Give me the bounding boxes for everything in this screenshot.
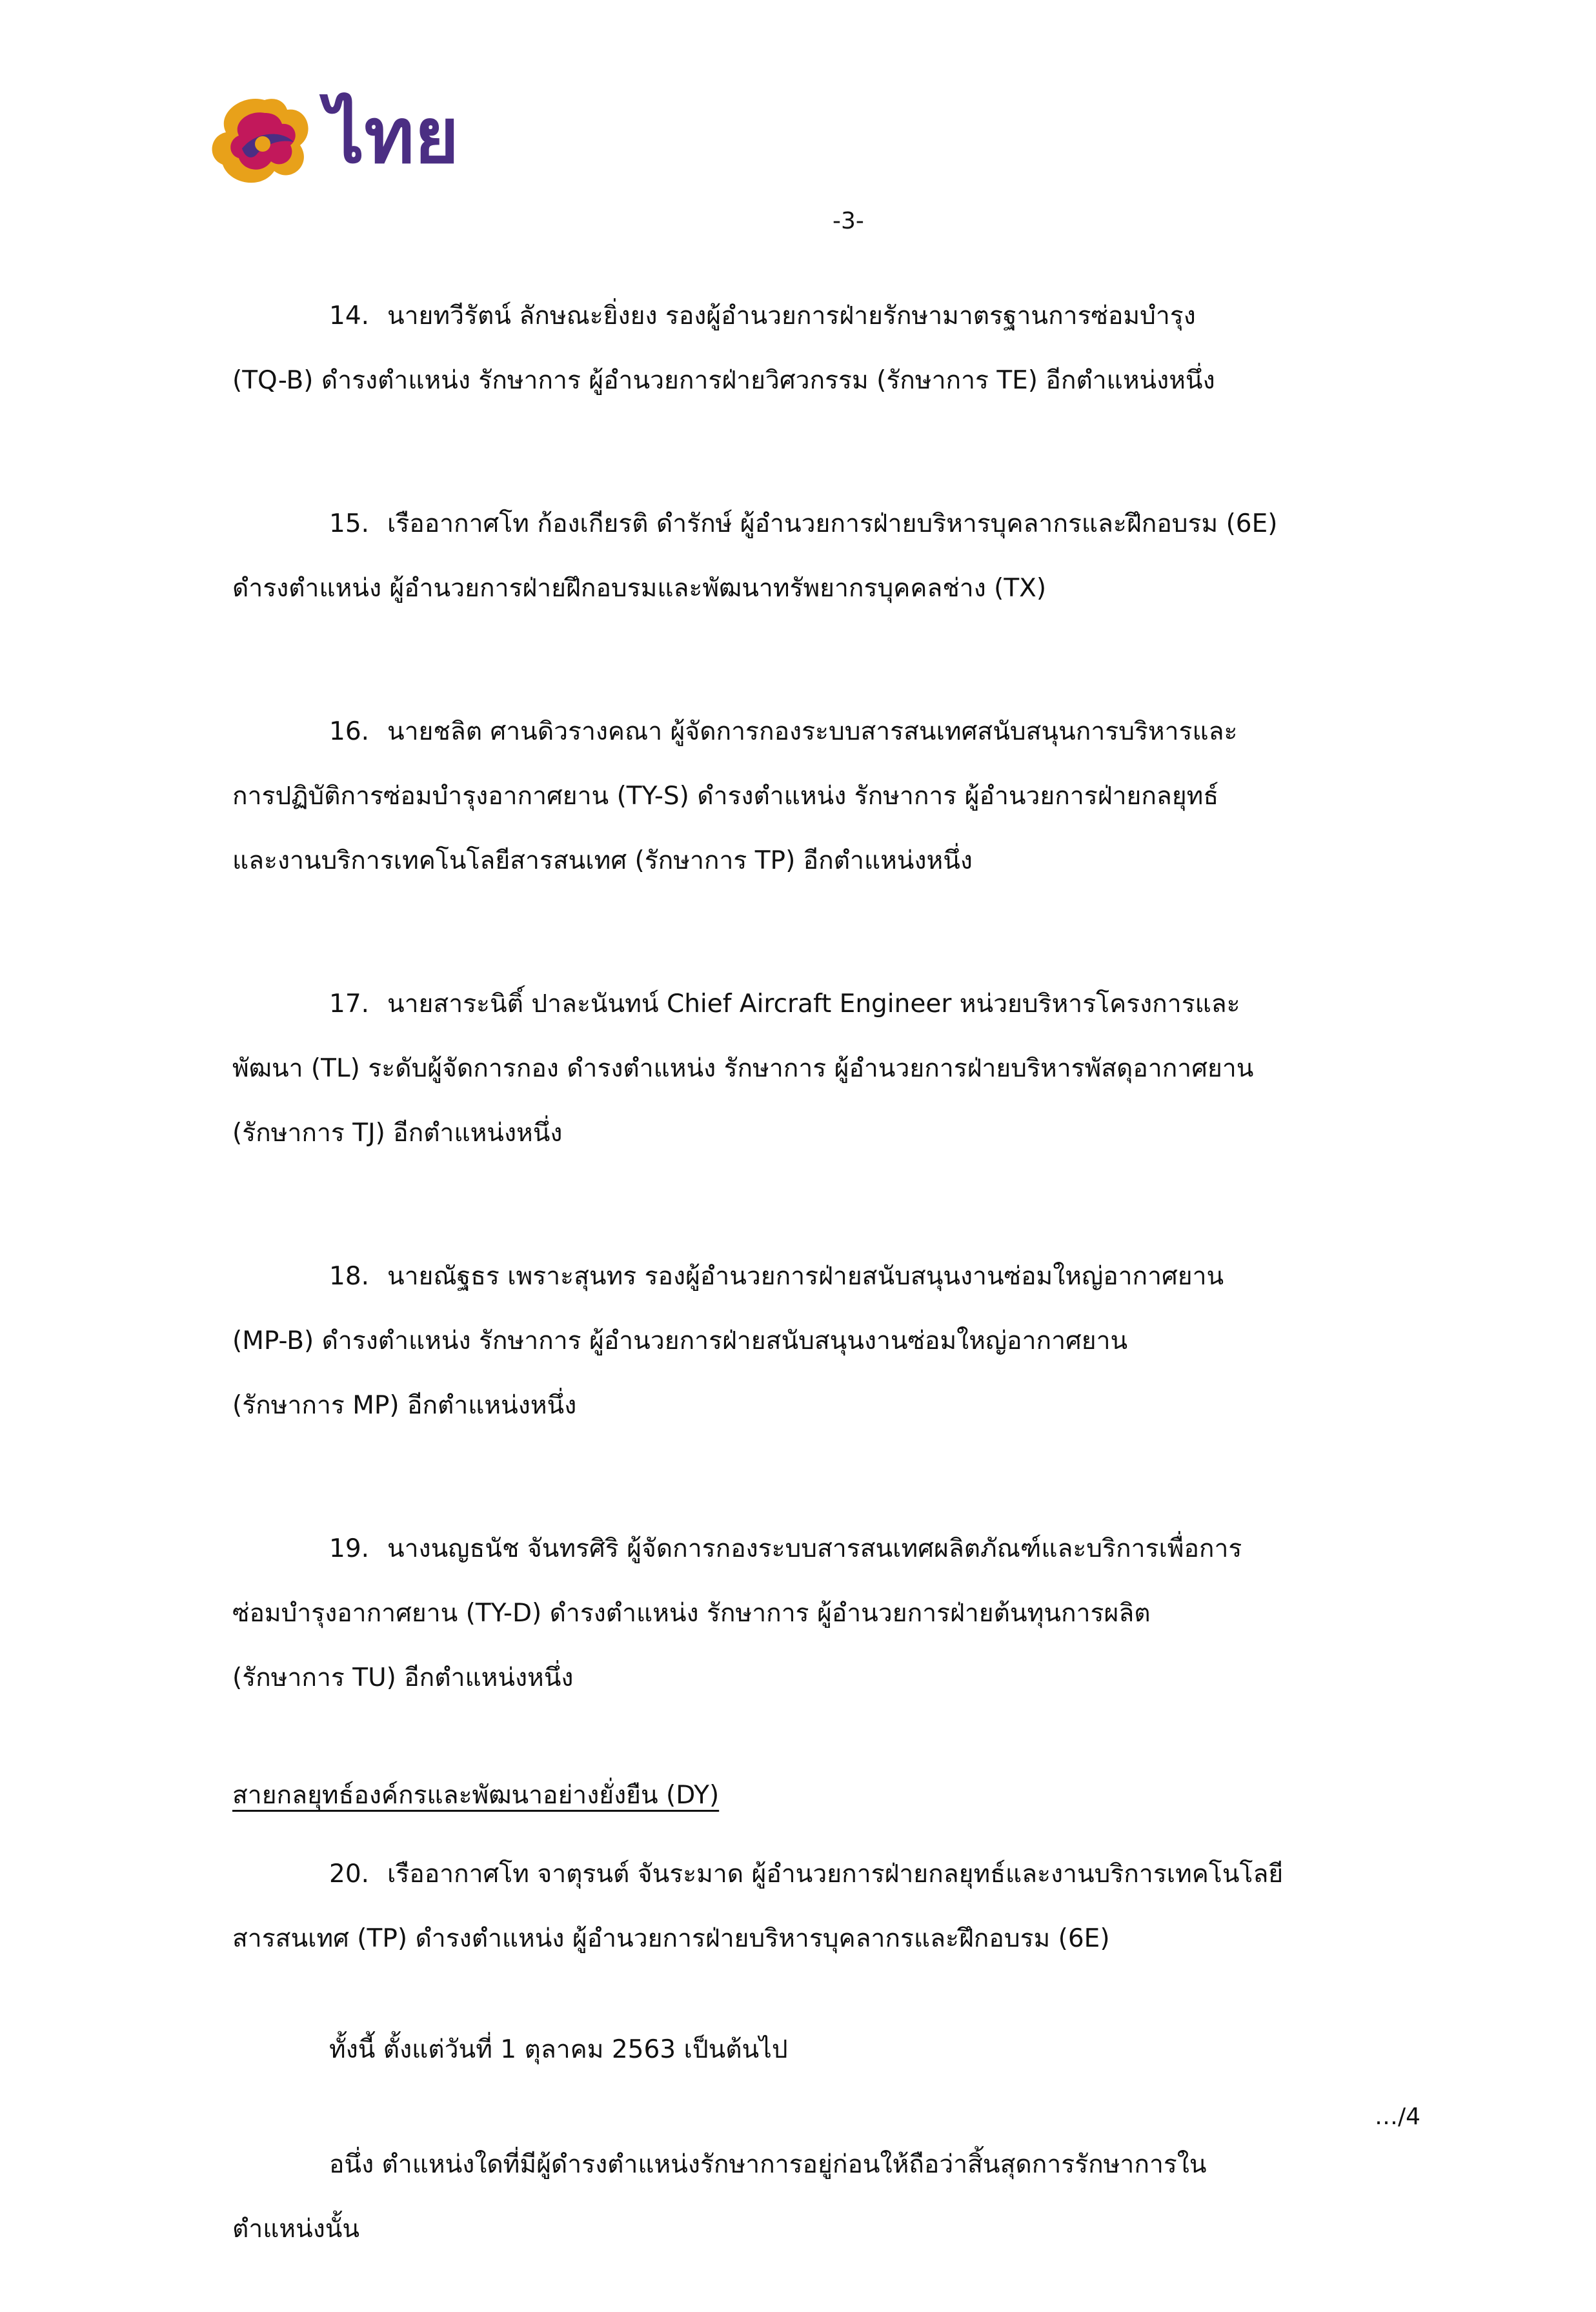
item-text: (รักษาการ TU) อีกตำแหน่งหนึ่ง: [232, 1663, 574, 1692]
item-text: นายชลิต ศานดิวรางคณา ผู้จัดการกองระบบสารสนเทศสนับสนุนการบริหารและ: [387, 717, 1238, 746]
item-text: พัฒนา (TL) ระดับผู้จัดการกอง ดำรงตำแหน่ง รักษาการ ผู้อำนวยการฝ่ายบริหารพัสดุอากาศยาน: [232, 1054, 1254, 1083]
item-text: (รักษาการ TJ) อีกตำแหน่งหนึ่ง: [232, 1119, 563, 1148]
item-number: 15.: [329, 509, 370, 538]
item-text: และงานบริการเทคโนโลยีสารสนเทศ (รักษาการ TP) อีกตำแหน่งหนึ่ง: [232, 846, 973, 875]
item-text: นายณัฐธร เพราะสุนทร รองผู้อำนวยการฝ่ายสนับสนุนงานซ่อมใหญ่อากาศยาน: [387, 1262, 1224, 1291]
item-number: 14.: [329, 301, 370, 330]
item-text: (TQ-B) ดำรงตำแหน่ง รักษาการ ผู้อำนวยการฝ่ายวิศวกรรม (รักษาการ TE) อีกตำแหน่งหนึ่ง: [232, 366, 1215, 395]
page-number: -3-: [833, 208, 864, 234]
item-text: ซ่อมบำรุงอากาศยาน (TY-D) ดำรงตำแหน่ง รักษาการ ผู้อำนวยการฝ่ายต้นทุนการผลิต: [232, 1599, 1151, 1628]
item-text: นายทวีรัตน์ ลักษณะยิ่งยง รองผู้อำนวยการฝ่ายรักษามาตรฐานการซ่อมบำรุง: [387, 301, 1196, 330]
list-item: [232, 1244, 1407, 1438]
item-text: การปฏิบัติการซ่อมบำรุงอากาศยาน (TY-S) ดำรงตำแหน่ง รักษาการ ผู้อำนวยการฝ่ายกลยุทธ์: [232, 782, 1219, 811]
effective-date-paragraph: [232, 2018, 1407, 2082]
item-text: เรืออากาศโท ก้องเกียรติ ดำรักษ์ ผู้อำนวยการฝ่ายบริหารบุคลากรและฝึกอบรม (6E): [387, 509, 1278, 538]
effective-date-text: ทั้งนี้ ตั้งแต่วันที่ 1 ตุลาคม 2563 เป็นต้นไป: [329, 2035, 788, 2064]
item-number: 18.: [329, 1262, 370, 1291]
thai-airways-logo: [203, 87, 460, 197]
continuation-marker: …/4: [1375, 2104, 1421, 2130]
list-item: [232, 284, 1407, 413]
orchid-logo-icon: [203, 87, 319, 197]
section-title: สายกลยุทธ์องค์กรและพัฒนาอย่างยั่งยืน (DY): [232, 1781, 720, 1810]
item-number: 20.: [329, 1860, 370, 1889]
closing-note-line: ตำแหน่งนั้น: [232, 2215, 360, 2244]
item-number: 16.: [329, 717, 370, 746]
logo-text: ไทย: [326, 91, 460, 180]
item-text: (รักษาการ MP) อีกตำแหน่งหนึ่ง: [232, 1391, 577, 1420]
item-number: 19.: [329, 1534, 370, 1563]
item-number: 17.: [329, 989, 370, 1019]
item-text: นางนญธนัช จันทรศิริ ผู้จัดการกองระบบสารสนเทศผลิตภัณฑ์และบริการเพื่อการ: [387, 1534, 1242, 1563]
item-text: (MP-B) ดำรงตำแหน่ง รักษาการ ผู้อำนวยการฝ่ายสนับสนุนงานซ่อมใหญ่อากาศยาน: [232, 1326, 1128, 1355]
item-text: สารสนเทศ (TP) ดำรงตำแหน่ง ผู้อำนวยการฝ่ายบริหารบุคลากรและฝึกอบรม (6E): [232, 1924, 1110, 1953]
list-item: [232, 700, 1407, 893]
item-text: นายสาระนิติ์ ปาละนันทน์ Chief Aircraft Engineer หน่วยบริหารโครงการและ: [387, 989, 1240, 1019]
item-text: ดำรงตำแหน่ง ผู้อำนวยการฝ่ายฝึกอบรมและพัฒนาทรัพยากรบุคคลช่าง (TX): [232, 574, 1047, 603]
list-item: [232, 972, 1407, 1166]
list-item: [232, 1517, 1407, 1710]
list-item: [232, 1842, 1407, 1971]
item-text: เรืออากาศโท จาตุรนต์ จันระมาด ผู้อำนวยการฝ่ายกลยุทธ์และงานบริการเทคโนโลยี: [387, 1860, 1284, 1889]
closing-note-paragraph: [232, 2133, 1407, 2262]
document-body: [232, 284, 1407, 2312]
closing-note-line: อนึ่ง ตำแหน่งใดที่มีผู้ดำรงตำแหน่งรักษาการอยู่ก่อนให้ถือว่าสิ้นสุดการรักษาการใน: [329, 2150, 1207, 2179]
list-item: [232, 492, 1407, 621]
